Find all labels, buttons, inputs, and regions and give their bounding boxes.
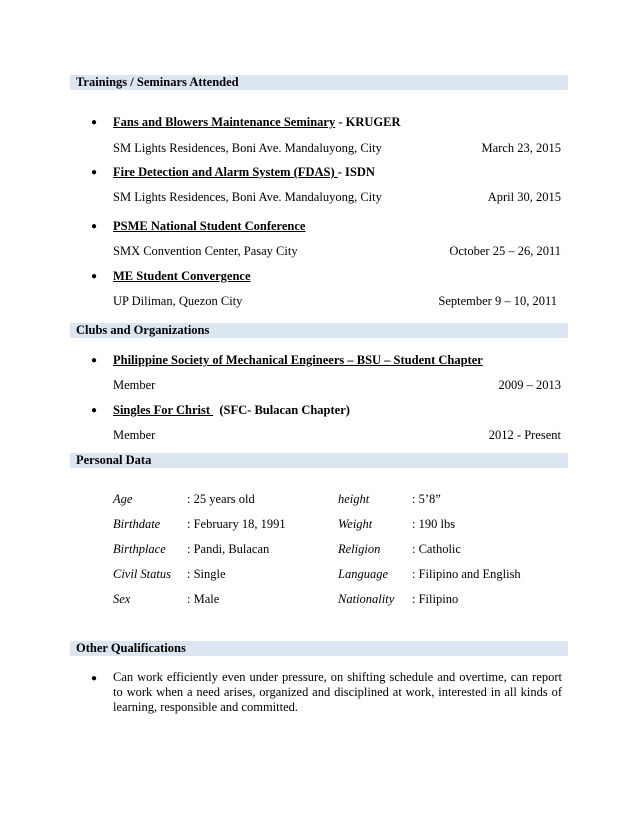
club-role: Member — [113, 378, 156, 392]
training-place: SM Lights Residences, Boni Ave. Mandaluyong, City — [113, 141, 382, 155]
personal-value: : February 18, 1991 — [187, 517, 286, 531]
personal-label: height — [338, 492, 370, 506]
bullet-icon: ● — [91, 221, 98, 232]
club-title: Philippine Society of Mechanical Engineers – BSU – Student Chapter — [113, 353, 483, 367]
personal-label: Civil Status — [113, 567, 171, 581]
personal-value: : Pandi, Bulacan — [187, 542, 270, 556]
training-date: September 9 – 10, 2011 — [438, 294, 557, 308]
section-header-other: Other Qualifications — [70, 641, 568, 656]
personal-label: Nationality — [338, 592, 395, 606]
club-date: 2012 - Present — [488, 428, 561, 442]
personal-label: Religion — [338, 542, 381, 556]
club-title: Singles For Christ (SFC- Bulacan Chapter) — [113, 403, 350, 417]
personal-value: : 25 years old — [187, 492, 255, 506]
section-header-clubs: Clubs and Organizations — [70, 323, 568, 338]
training-title: Fire Detection and Alarm System (FDAS) - ISDN — [113, 165, 375, 179]
bullet-icon: ● — [91, 167, 98, 178]
personal-value: : Single — [187, 567, 226, 581]
qualification-text: Can work efficiently even under pressure, on shifting schedule and overtime, can report to work when a need arises, organized and disciplined at work, interested in all kinds of learning, responsible and committed. — [113, 670, 562, 714]
training-place: SMX Convention Center, Pasay City — [113, 244, 298, 258]
training-place: SM Lights Residences, Boni Ave. Mandaluyong, City — [113, 190, 382, 204]
personal-label: Age — [113, 492, 133, 506]
personal-label: Sex — [113, 592, 131, 606]
bullet-icon: ● — [91, 271, 98, 282]
personal-value: : Male — [187, 592, 220, 606]
training-date: October 25 – 26, 2011 — [449, 244, 561, 258]
personal-value: : 5’8” — [412, 492, 441, 506]
personal-label: Language — [338, 567, 388, 581]
personal-value: : Filipino and English — [412, 567, 521, 581]
personal-label: Birthplace — [113, 542, 166, 556]
bullet-icon: ● — [91, 405, 98, 416]
personal-value: : 190 lbs — [412, 517, 456, 531]
personal-label: Weight — [338, 517, 373, 531]
section-header-trainings: Trainings / Seminars Attended — [70, 75, 568, 90]
personal-label: Birthdate — [113, 517, 161, 531]
personal-value: : Filipino — [412, 592, 459, 606]
training-title: Fans and Blowers Maintenance Seminary - KRUGER — [113, 115, 401, 129]
training-title: ME Student Convergence — [113, 269, 251, 283]
bullet-icon: ● — [91, 355, 98, 366]
personal-value: : Catholic — [412, 542, 461, 556]
training-date: April 30, 2015 — [487, 190, 561, 204]
training-title: PSME National Student Conference — [113, 219, 306, 233]
section-header-personal: Personal Data — [70, 453, 568, 468]
training-date: March 23, 2015 — [481, 141, 561, 155]
club-date: 2009 – 2013 — [498, 378, 561, 392]
training-place: UP Diliman, Quezon City — [113, 294, 243, 308]
club-role: Member — [113, 428, 156, 442]
bullet-icon: ● — [91, 673, 98, 684]
bullet-icon: ● — [91, 117, 98, 128]
